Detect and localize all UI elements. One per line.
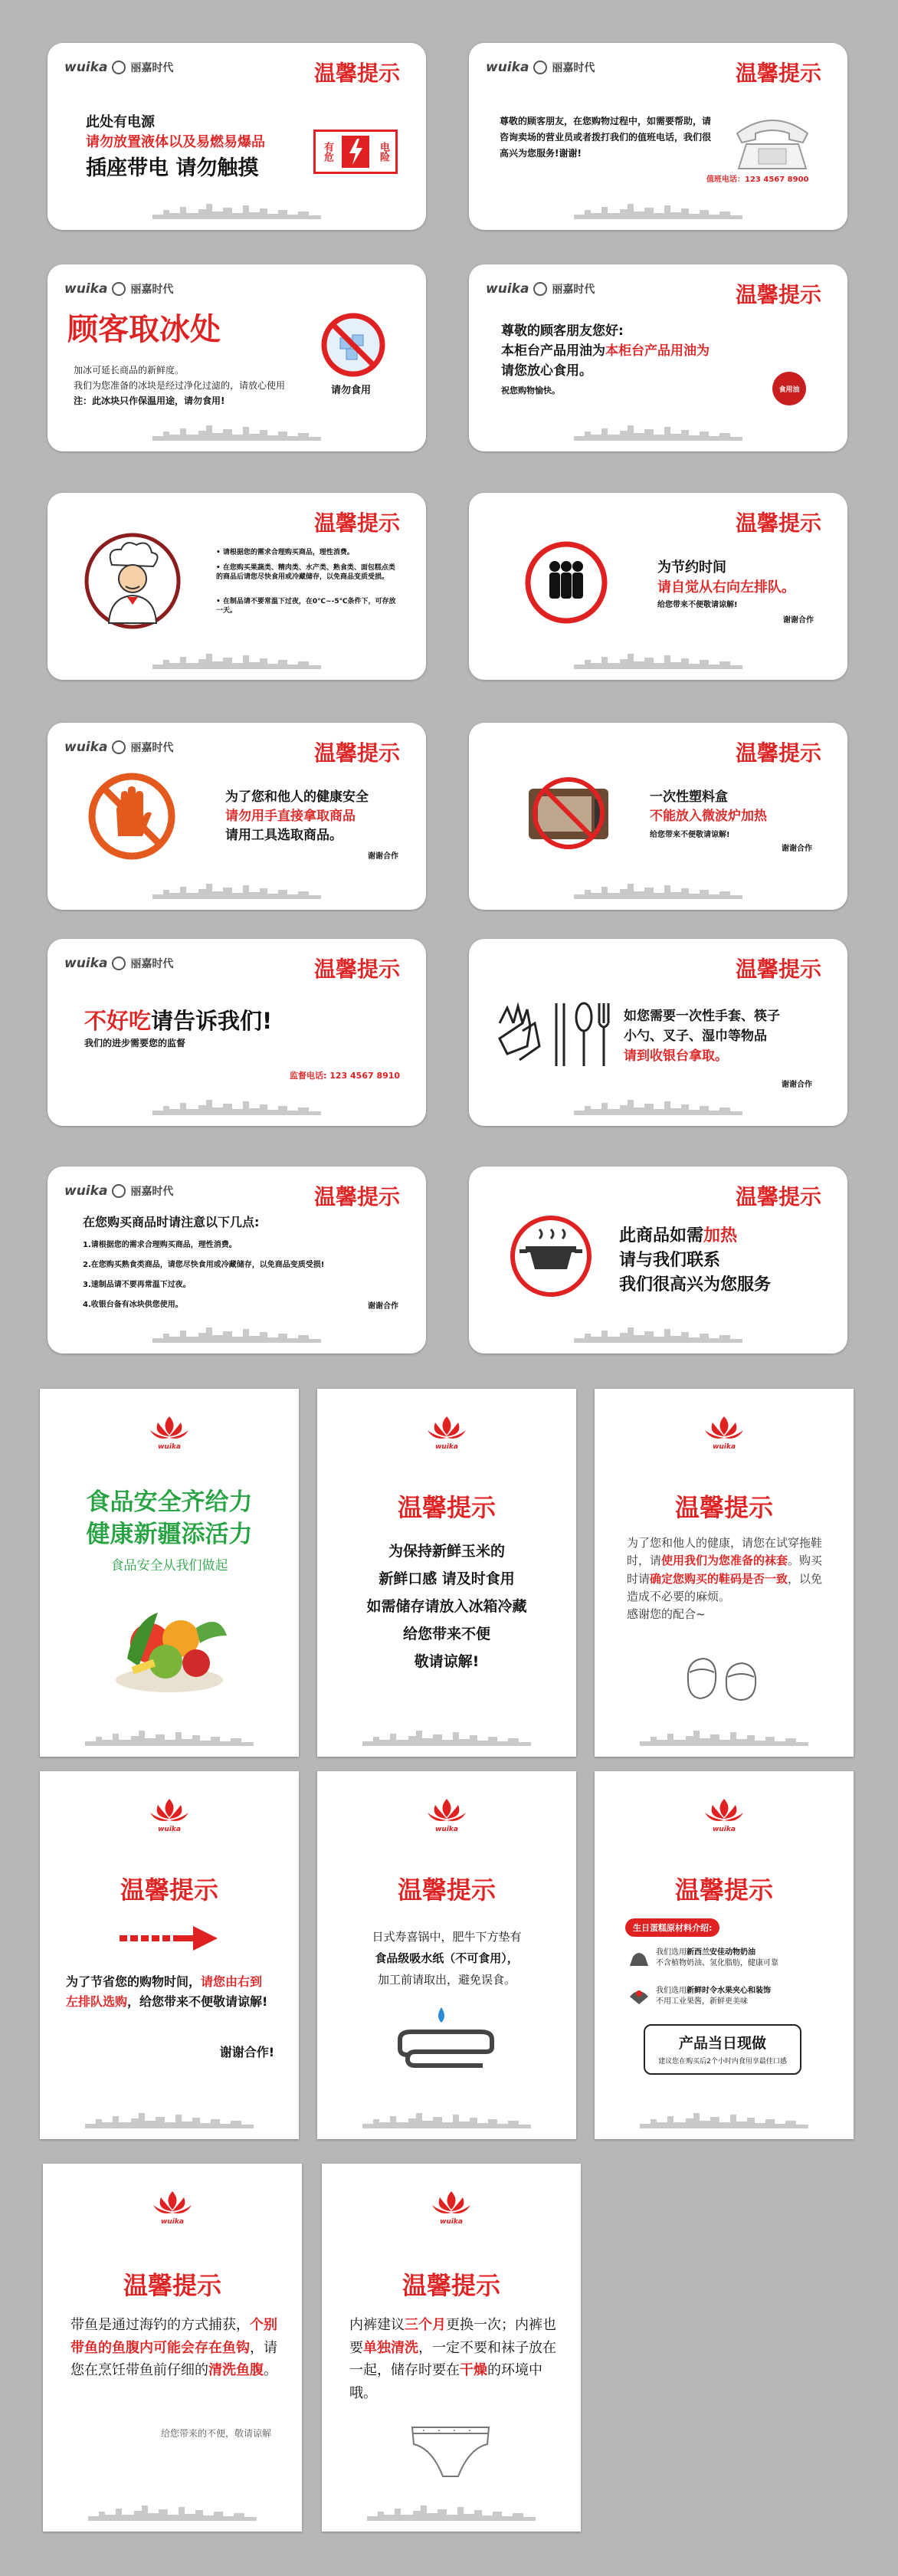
svg-text:wuika: wuika [713, 1826, 736, 1833]
svg-text:wuika: wuika [435, 1826, 458, 1833]
skyline-footer [152, 652, 321, 669]
skyline-footer [574, 1326, 742, 1343]
chef-bullet-3: • 在制品请不要常温下过夜，在0℃~-5℃条件下，可存放一天。 [216, 598, 396, 615]
skyline-footer [88, 2504, 257, 2521]
card-title: 温馨提示 [735, 957, 821, 982]
ice-line-2: 我们为您准备的冰块是经过净化过滤的，请放心使用 [74, 380, 286, 391]
card-heating [469, 1167, 847, 1354]
telephone-icon [729, 110, 815, 172]
service-body: 尊敬的顾客朋友，在您购物过程中，如需要帮助，请咨询卖场的营业员或者拨打我们的值班电话，我们很高兴为您服务!谢谢! [500, 116, 712, 159]
card-queue [469, 493, 847, 680]
brand-logo: wuika 丽嘉时代 [64, 956, 174, 971]
lotus-logo-icon [146, 2187, 199, 2225]
card-title: 温馨提示 [735, 1184, 821, 1209]
service-phone: 值班电话：123 4567 8900 [706, 176, 809, 184]
card-microwave [469, 723, 847, 910]
cake-box: 产品当日现做 建议您在购买后2个小时内食用享最佳口感 [644, 2024, 801, 2075]
no-ice-label: 请勿食用 [331, 385, 372, 396]
skyline-footer [152, 1098, 321, 1115]
queue-line-4: 谢谢合作 [783, 616, 814, 625]
lotus-logo-icon [697, 1794, 751, 1833]
power-line-2: 请勿放置液体以及易燃易爆品 [86, 134, 265, 150]
cake-row-1: 我们选用新西兰安佳动物奶油 不含植物奶油、氢化脂肪，健康可靠 [656, 1948, 778, 1967]
card-title: 温馨提示 [313, 957, 400, 982]
corn-line-3: 如需储存请放入冰箱冷藏 [366, 1598, 527, 1615]
card-title: 温馨提示 [313, 740, 400, 766]
skyline-footer [574, 1098, 742, 1115]
oil-line-4: 祝您购物愉快。 [501, 386, 560, 395]
microwave-line-4: 谢谢合作 [782, 845, 812, 853]
card-title: 温馨提示 [735, 282, 821, 307]
electric-hazard-sign: 有危 电险 [313, 130, 398, 174]
card-ice-station [48, 264, 426, 451]
skyline-footer [574, 882, 742, 899]
fruit-icon [628, 1987, 650, 2006]
svg-text:wuika: wuika [435, 1443, 458, 1450]
sukiyaki-line-2: 食品级吸水纸（不可食用）， [375, 1951, 519, 1965]
skyline-footer [574, 652, 742, 669]
card-chef-notice [48, 493, 426, 680]
poster-title: 温馨提示 [397, 1875, 496, 1905]
heating-line-1: 此商品如需加热 [619, 1226, 738, 1245]
skyline-footer [362, 2112, 531, 2128]
oil-badge: 食用油 [772, 372, 806, 405]
corn-line-5: 敬请谅解! [414, 1653, 480, 1670]
card-title: 温馨提示 [313, 510, 400, 536]
absorbent-paper-icon [392, 2004, 500, 2069]
utensils-line-3: 请到收银台拿取。 [624, 1048, 728, 1064]
safety-line-2: 健康新疆添活力 [86, 1521, 253, 1548]
skyline-footer [574, 424, 742, 441]
poster-cake [595, 1771, 854, 2139]
poster-title: 温馨提示 [401, 2271, 500, 2300]
feedback-line-2: 我们的进步需要您的监督 [84, 1038, 186, 1048]
skyline-footer [640, 2112, 808, 2128]
heating-line-3: 我们很高兴为您服务 [619, 1275, 772, 1295]
feedback-line-1: 不好吃请告诉我们! [84, 1008, 273, 1034]
notes-thanks: 谢谢合作 [368, 1302, 398, 1311]
oil-line-3: 请您放心食用。 [501, 363, 592, 379]
lotus-logo-icon [424, 2187, 478, 2225]
card-cooking-oil [469, 264, 847, 451]
corn-line-2: 新鲜口感 请及时食用 [379, 1570, 515, 1587]
card-feedback [48, 939, 426, 1126]
poster-corn [317, 1389, 576, 1757]
cake-row-2: 我们选用新鲜时令水果夹心和装饰 不用工业果酱，新鲜更美味 [656, 1987, 771, 2006]
power-line-1: 此处有电源 [86, 114, 155, 130]
no-hand-icon [87, 772, 176, 861]
hands-line-2: 请勿用手直接拿取商品 [225, 809, 356, 824]
lotus-logo-icon [420, 1412, 474, 1450]
utensils-icon [492, 1000, 615, 1069]
poster-queue-direction [40, 1771, 299, 2139]
lightning-icon [342, 136, 369, 168]
poster-sukiyaki [317, 1771, 576, 2139]
lotus-logo-icon [697, 1412, 751, 1450]
slippers-icon [680, 1649, 768, 1703]
queue-line-2: 请自觉从右向左排队。 [657, 579, 795, 596]
poster-slippers [595, 1389, 854, 1757]
feedback-phone: 监督电话: 123 4567 8910 [290, 1071, 401, 1081]
queue-dir-thanks: 谢谢合作! [219, 2045, 274, 2059]
chef-bullet-2: • 在您购买果蔬类、精肉类、水产类、熟食类、面包糕点类的商品后请您尽快食用或冷藏储存，以免商品变质受损。 [216, 564, 395, 582]
hairtail-sorry: 给您带来的不便，敬请谅解 [160, 2428, 271, 2439]
svg-text:wuika: wuika [440, 2218, 463, 2225]
skyline-footer [574, 202, 742, 219]
queue-line-1: 为节约时间 [657, 560, 726, 576]
notes-item-4: 4.收银台备有冰块供您使用。 [83, 1301, 183, 1309]
poster-title: 温馨提示 [123, 2271, 221, 2300]
underwear-icon [408, 2421, 493, 2482]
skyline-footer [152, 424, 321, 441]
microwave-line-3: 给您带来不便敬请谅解! [650, 831, 730, 839]
sukiyaki-line-3: 加工前请取出，避免误食。 [377, 1973, 516, 1987]
hands-line-3: 请用工具选取商品。 [225, 828, 342, 843]
poster-title: 温馨提示 [674, 1493, 773, 1522]
lotus-logo-icon [420, 1794, 474, 1833]
notes-title: 在您购买商品时请注意以下几点: [83, 1215, 260, 1229]
card-title: 温馨提示 [735, 510, 821, 536]
card-title: 温馨提示 [735, 61, 821, 86]
lotus-logo-icon [143, 1794, 196, 1833]
notes-item-3: 3.速制品请不要再常温下过夜。 [83, 1281, 191, 1289]
brand-logo: wuika 丽嘉时代 [486, 281, 595, 297]
svg-text:wuika: wuika [158, 1443, 181, 1450]
safety-line-3: 食品安全从我们做起 [110, 1558, 228, 1573]
card-service-phone [469, 43, 847, 230]
brand-logo: wuika 丽嘉时代 [64, 60, 174, 75]
underwear-text: 内裤建议三个月更换一次；内裤也要单独清洗，一定不要和袜子放在一起，储存时要在干燥的环境中哦。 [349, 2317, 556, 2402]
card-title: 温馨提示 [313, 61, 400, 86]
brand-logo: wuika 丽嘉时代 [486, 60, 595, 75]
card-power-warning [48, 43, 426, 230]
microwave-line-1: 一次性塑料盒 [650, 789, 728, 805]
svg-text:wuika: wuika [161, 2218, 184, 2225]
card-utensils [469, 939, 847, 1126]
ice-line-1: 加冰可延长商品的新鲜度。 [74, 365, 185, 376]
card-title: 温馨提示 [735, 740, 821, 766]
vegetables-icon [104, 1590, 234, 1697]
poster-food-safety [40, 1389, 299, 1757]
chef-icon [83, 531, 182, 631]
notes-item-1: 1.请根据您的需求合理购买商品，理性消费。 [83, 1241, 237, 1249]
hands-line-4: 谢谢合作 [368, 852, 398, 861]
brand-logo: wuika 丽嘉时代 [64, 281, 174, 297]
corn-line-1: 为保持新鲜玉米的 [388, 1543, 505, 1560]
ice-line-3: 注：此冰块只作保温用途，请勿食用! [74, 395, 225, 406]
microwave-line-2: 不能放入微波炉加热 [650, 809, 767, 824]
power-line-3: 插座带电 请勿触摸 [86, 156, 259, 180]
notes-item-2: 2.在您购买熟食类商品，请您尽快食用或冷藏储存，以免商品变质受损! [83, 1261, 325, 1269]
ice-title: 顾客取冰处 [67, 312, 221, 347]
heating-line-2: 请与我们联系 [619, 1251, 721, 1270]
skyline-footer [85, 2112, 254, 2128]
brand-logo: wuika 丽嘉时代 [64, 740, 174, 755]
poster-title: 温馨提示 [120, 1875, 218, 1905]
card-shopping-notes [48, 1167, 426, 1354]
chef-bullet-1: • 请根据您的需求合理购买商品，理性消费。 [216, 549, 354, 556]
skyline-footer [152, 202, 321, 219]
card-title: 温馨提示 [313, 1184, 400, 1209]
no-ice-icon [320, 312, 386, 378]
utensils-line-2: 小勺、叉子、湿巾等物品 [624, 1029, 767, 1044]
corn-line-4: 给您带来不便 [402, 1626, 490, 1642]
queue-icon [524, 540, 608, 625]
oil-line-1: 尊敬的顾客朋友您好: [501, 323, 624, 339]
lotus-logo-icon [143, 1412, 196, 1450]
queue-line-3: 给您带来不便敬请谅解! [657, 601, 738, 609]
slippers-text: 为了您和他人的健康，请您在试穿拖鞋时，请使用我们为您准备的袜套。购买时请确定您购买的鞋码是否一致，以免造成不必要的麻烦。 感谢您的配合~ [627, 1536, 823, 1621]
svg-text:wuika: wuika [158, 1826, 181, 1833]
arrow-right-icon [120, 1925, 219, 1952]
brand-logo: wuika 丽嘉时代 [64, 1183, 174, 1199]
heating-pot-icon [509, 1214, 593, 1298]
svg-text:wuika: wuika [713, 1443, 736, 1450]
hairtail-text: 带鱼是通过海钓的方式捕获，个别带鱼的鱼腹内可能会存在鱼钩，请您在烹饪带鱼前仔细的清洗鱼腹。 [70, 2317, 277, 2379]
skyline-footer [362, 1729, 531, 1746]
skyline-footer [152, 1326, 321, 1343]
cake-label: 生日蛋糕原材料介绍: [625, 1918, 719, 1937]
poster-underwear [322, 2164, 581, 2532]
no-microwave-icon [524, 776, 613, 850]
skyline-footer [367, 2504, 536, 2521]
skyline-footer [85, 1729, 254, 1746]
queue-dir-text: 为了节省您的购物时间，请您由右到左排队选购，给您带来不便敬请谅解! [66, 1974, 268, 2010]
card-no-hands [48, 723, 426, 910]
skyline-footer [152, 882, 321, 899]
skyline-footer [640, 1729, 808, 1746]
poster-title: 温馨提示 [674, 1875, 773, 1905]
sukiyaki-line-1: 日式寿喜锅中，肥牛下方垫有 [372, 1930, 522, 1944]
poster-title: 温馨提示 [397, 1493, 496, 1522]
cream-icon [628, 1949, 650, 1967]
hands-line-1: 为了您和他人的健康安全 [225, 789, 369, 805]
utensils-line-1: 如您需要一次性手套、筷子 [624, 1009, 780, 1024]
poster-hairtail [43, 2164, 302, 2532]
utensils-line-4: 谢谢合作 [782, 1081, 812, 1089]
oil-line-2: 本柜台产品用油为本柜台产品用油为 [501, 343, 710, 359]
safety-line-1: 食品安全齐给力 [86, 1488, 253, 1516]
